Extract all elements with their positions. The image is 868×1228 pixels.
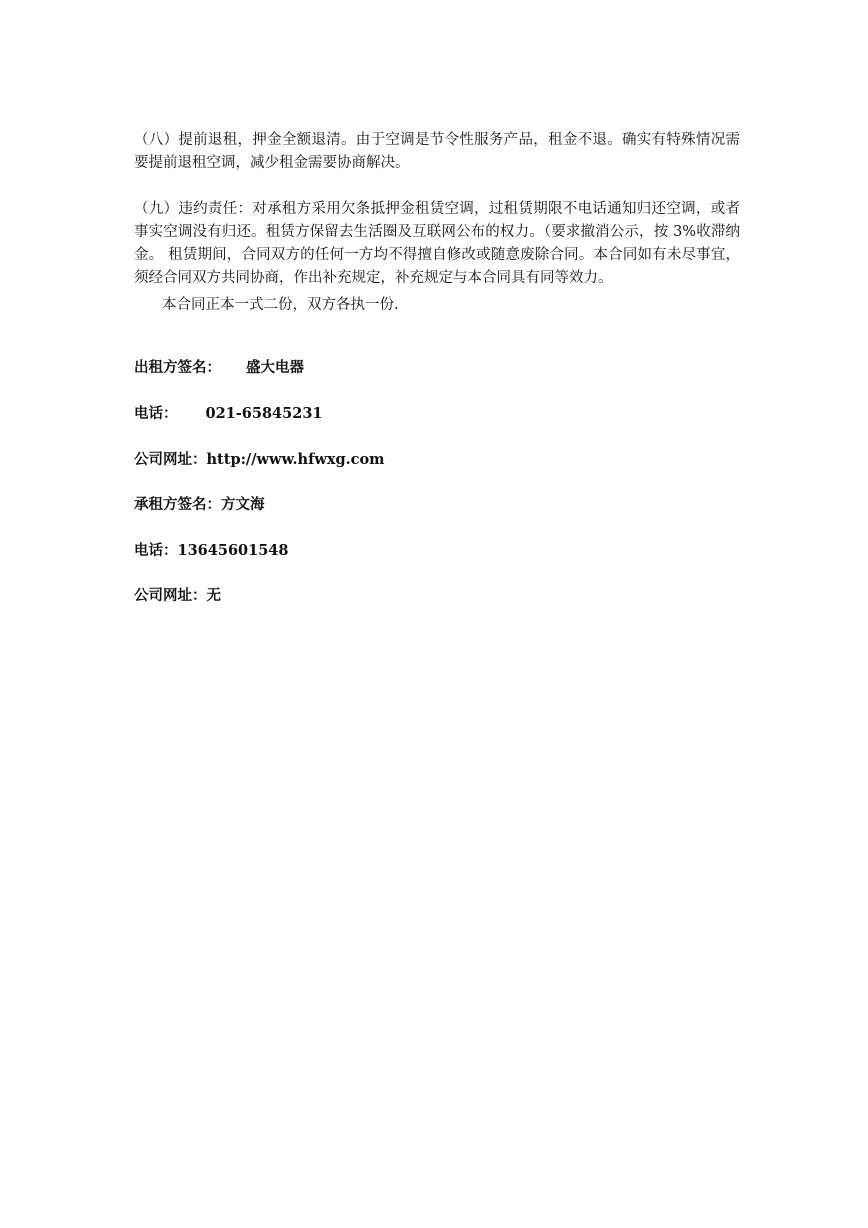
lessor-signature-label: 出租方签名： (134, 359, 221, 376)
copies-statement: 本合同正本一式二份，双方各执一份. (162, 297, 399, 313)
lessor-signature-value: 盛大电器 (246, 359, 304, 376)
lessee-signature-label: 承租方签名： (134, 496, 221, 513)
lessor-signature-line (134, 358, 304, 378)
clause-eight: （八）提前退租，押金全额退清。由于空调是节令性服务产品，租金不退。确实有特殊情况需要提前退租空调，减少租金需要协商解决。 (134, 132, 740, 171)
lessor-phone-value: 021-65845231 (205, 405, 323, 422)
lessee-phone-line (134, 541, 288, 561)
lessee-website-label: 公司网址： (134, 587, 207, 604)
lessor-website-label: 公司网址： (134, 451, 207, 468)
lessee-signature-value: 方文海 (221, 496, 265, 513)
clause-nine: （九）违约责任：对承租方采用欠条抵押金租赁空调，过租赁期限不电话通知归还空调，或者事实空调没有归还。租赁方保留去生活圈及互联网公布的权力。（要求撤消公示，按 3%收滞纳金。 租赁期间，合同双方的任何一方均不得擅自修改或随意废除合同。本合同如有未尽事宜，须经合同双方共同协商，作出补充规定，补充规定与本合同具有同等效力。 (134, 201, 740, 286)
lessee-phone-value: 13645601548 (177, 542, 289, 559)
lessee-signature-line (134, 495, 265, 515)
lessor-website-value: http://www.hfwxg.com (206, 451, 385, 468)
lessor-phone-label: 电话： (134, 405, 178, 422)
lessee-website-line (134, 586, 221, 606)
lessee-phone-label: 电话： (134, 542, 178, 559)
lessee-website-value: 无 (206, 587, 221, 604)
lessor-website-line (134, 450, 385, 470)
lessor-phone-line (134, 404, 323, 424)
